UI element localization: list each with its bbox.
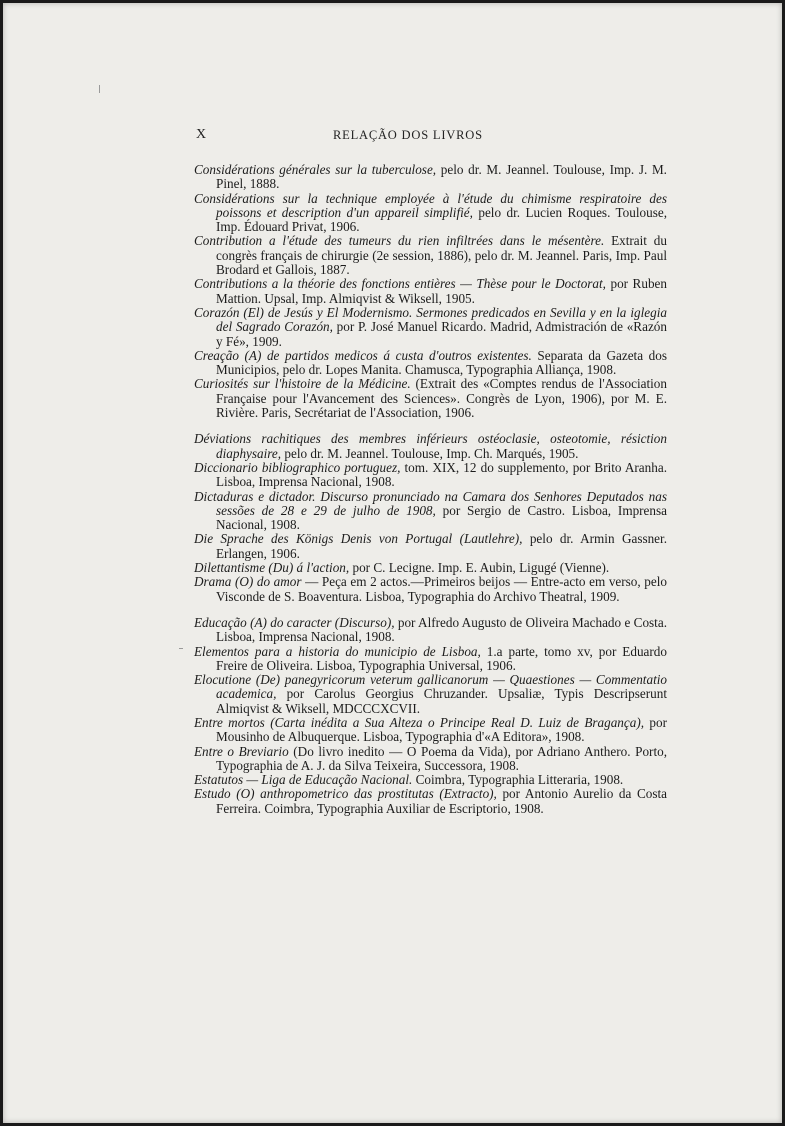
bibliography-entry [194,349,667,378]
bibliography-entry [194,575,667,604]
entry-details: tom. XIX, 12 do supplemento, por Brito Aranha. Lisboa, Imprensa Nacional, 1908. [216,459,667,490]
entry-title: Considérations sur la technique employée à l'étude du chimisme respiratoire des poissons et description d'un appareil simplifié, [194,190,667,220]
entry-details: pelo dr. M. Jeannel. Toulouse, Imp. Ch. Marqués, 1905. [281,445,579,461]
page-number: X [196,127,207,142]
entry-title: Creação (A) de partidos medicos á custa d'outros existentes. [194,347,532,363]
book-page [3,3,782,1123]
entry-title: Corazón (El) de Jesús y El Modernismo. Sermones predicados en Sevilla y en la iglegia del Sagrado Corazón, [194,304,667,335]
bibliography-entry [194,561,667,575]
entry-details: por C. Lecigne. Imp. E. Aubin, Ligugé (Vienne). [349,560,610,576]
bibliography-list [194,163,667,816]
entry-title: Estatutos — Liga de Educação Nacional. [194,772,413,788]
bibliography-entry [194,234,667,277]
entry-details: por P. José Manuel Ricardo. Madrid, Admistración de «Razón y Fé», 1909. [216,319,667,349]
entry-details: (Do livro inedito — O Poema da Vida), por Adriano Anthero. Porto, Typographia de A. J. da Silva Teixeira, Successora, 1908. [216,743,667,773]
entry-title: Estudo (O) anthropometrico das prostitutas (Extracto), [194,786,497,802]
entry-details: pelo dr. Armin Gassner. Erlangen, 1906. [216,531,667,561]
entry-details: — Peça em 2 actos.—Primeiros beijos — Entre-acto em verso, pelo Visconde de S. Boaventura. Lisboa, Typographia do Archivo Theatral, 1909. [216,574,667,604]
entry-details: por Antonio Aurelio da Costa Ferreira. Coimbra, Typographia Auxiliar de Escriptorio, 1908. [216,786,667,816]
running-title: RELAÇÃO DOS LIVROS [333,128,483,142]
entry-details: 1.a parte, tomo xv, por Eduardo Freire de Oliveira. Lisboa, Typographia Universal, 1906. [216,643,667,673]
entry-details: por Carolus Georgius Chruzander. Upsaliæ, Typis Descripserunt Almiqvist & Wiksell, MDCCCXCVII. [216,686,667,716]
bibliography-entry [194,461,667,490]
entry-details: Extrait du congrès français de chirurgie (2e session, 1886), pelo dr. M. Jeannel. Paris, Imp. Paul Brodard et Gallois, 1887. [216,233,667,278]
entry-details: Separata da Gazeta dos Municipios, pelo dr. Lopes Manita. Chamusca, Typographia Alliança, 1908. [216,347,667,378]
bibliography-entry [194,163,667,192]
entry-title: Contribution a l'étude des tumeurs du rien infiltrées dans le mésentère. [194,233,605,249]
paper-speck [179,648,183,649]
entry-details: Coimbra, Typographia Litteraria, 1908. [412,772,624,788]
paper-speck [99,85,100,93]
bibliography-entry [194,432,667,461]
entry-details: pelo dr. Lucien Roques. Toulouse, Imp. Édouard Privat, 1906. [216,204,668,235]
entry-title: Diccionario bibliographico portuguez, [194,459,401,475]
entry-title: Dictaduras e dictador. Discurso pronunciado na Camara dos Senhores Deputados nas sessões de 28 e 29 de julho de 1908, [194,488,667,518]
entry-details: (Extrait des «Comptes rendus de l'Association Française pour l'Avancement des Sciences». Congrès de Lyon, 1906), por M. E. Rivière. Paris, Secrétariat de l'Association, 1906. [216,376,667,421]
entry-title: Considérations générales sur la tuberculose, [194,162,437,177]
entry-title: Dilettantisme (Du) á l'action, [194,560,350,576]
entry-title: Drama (O) do amor [194,574,302,590]
bibliography-entry [194,787,667,816]
bibliography-entry [194,673,667,716]
bibliography-entry [194,277,667,306]
entry-title: Curiosités sur l'histoire de la Médicine. [194,376,411,392]
page-header [3,127,782,147]
entry-title: Educação (A) do caracter (Discurso), [194,614,395,630]
bibliography-entry [194,745,667,774]
entry-title: Contributions a la théorie des fonctions entières — Thèse pour le Doctorat, [194,276,606,292]
bibliography-entry [194,377,667,420]
entry-details: por Sergio de Castro. Lisboa, Imprensa Nacional, 1908. [216,502,667,533]
entry-details: por Ruben Mattion. Upsal, Imp. Almiqvist & Wiksell, 1905. [216,276,667,306]
bibliography-entry [194,716,667,745]
bibliography-entry [194,645,667,674]
bibliography-entry [194,306,667,349]
entry-title: Déviations rachitiques des membres inférieurs ostéoclasie, osteotomie, résiction diaphysaire, [194,431,667,461]
entry-details: pelo dr. M. Jeannel. Toulouse, Imp. J. M. Pinel, 1888. [216,162,667,192]
entry-title: Elocutione (De) panegyricorum veterum gallicanorum — Quaestiones — Commentatio academica, [194,672,667,702]
entry-title: Entre o Breviario [194,743,289,759]
entry-title: Elementos para a historia do municipio de Lisboa, [194,643,481,659]
entry-details: por Mousinho de Albuquerque. Lisboa, Typographia d'«A Editora», 1908. [216,714,667,745]
bibliography-entry [194,532,667,561]
bibliography-entry [194,490,667,533]
entry-title: Die Sprache des Königs Denis von Portugal (Lautlehre), [194,531,523,547]
bibliography-entry [194,773,667,787]
entry-title: Entre mortos (Carta inédita a Sua Alteza o Principe Real D. Luiz de Bragança), [194,714,645,730]
bibliography-entry [194,192,667,235]
bibliography-entry [194,616,667,645]
entry-details: por Alfredo Augusto de Oliveira Machado e Costa. Lisboa, Imprensa Nacional, 1908. [216,614,667,645]
